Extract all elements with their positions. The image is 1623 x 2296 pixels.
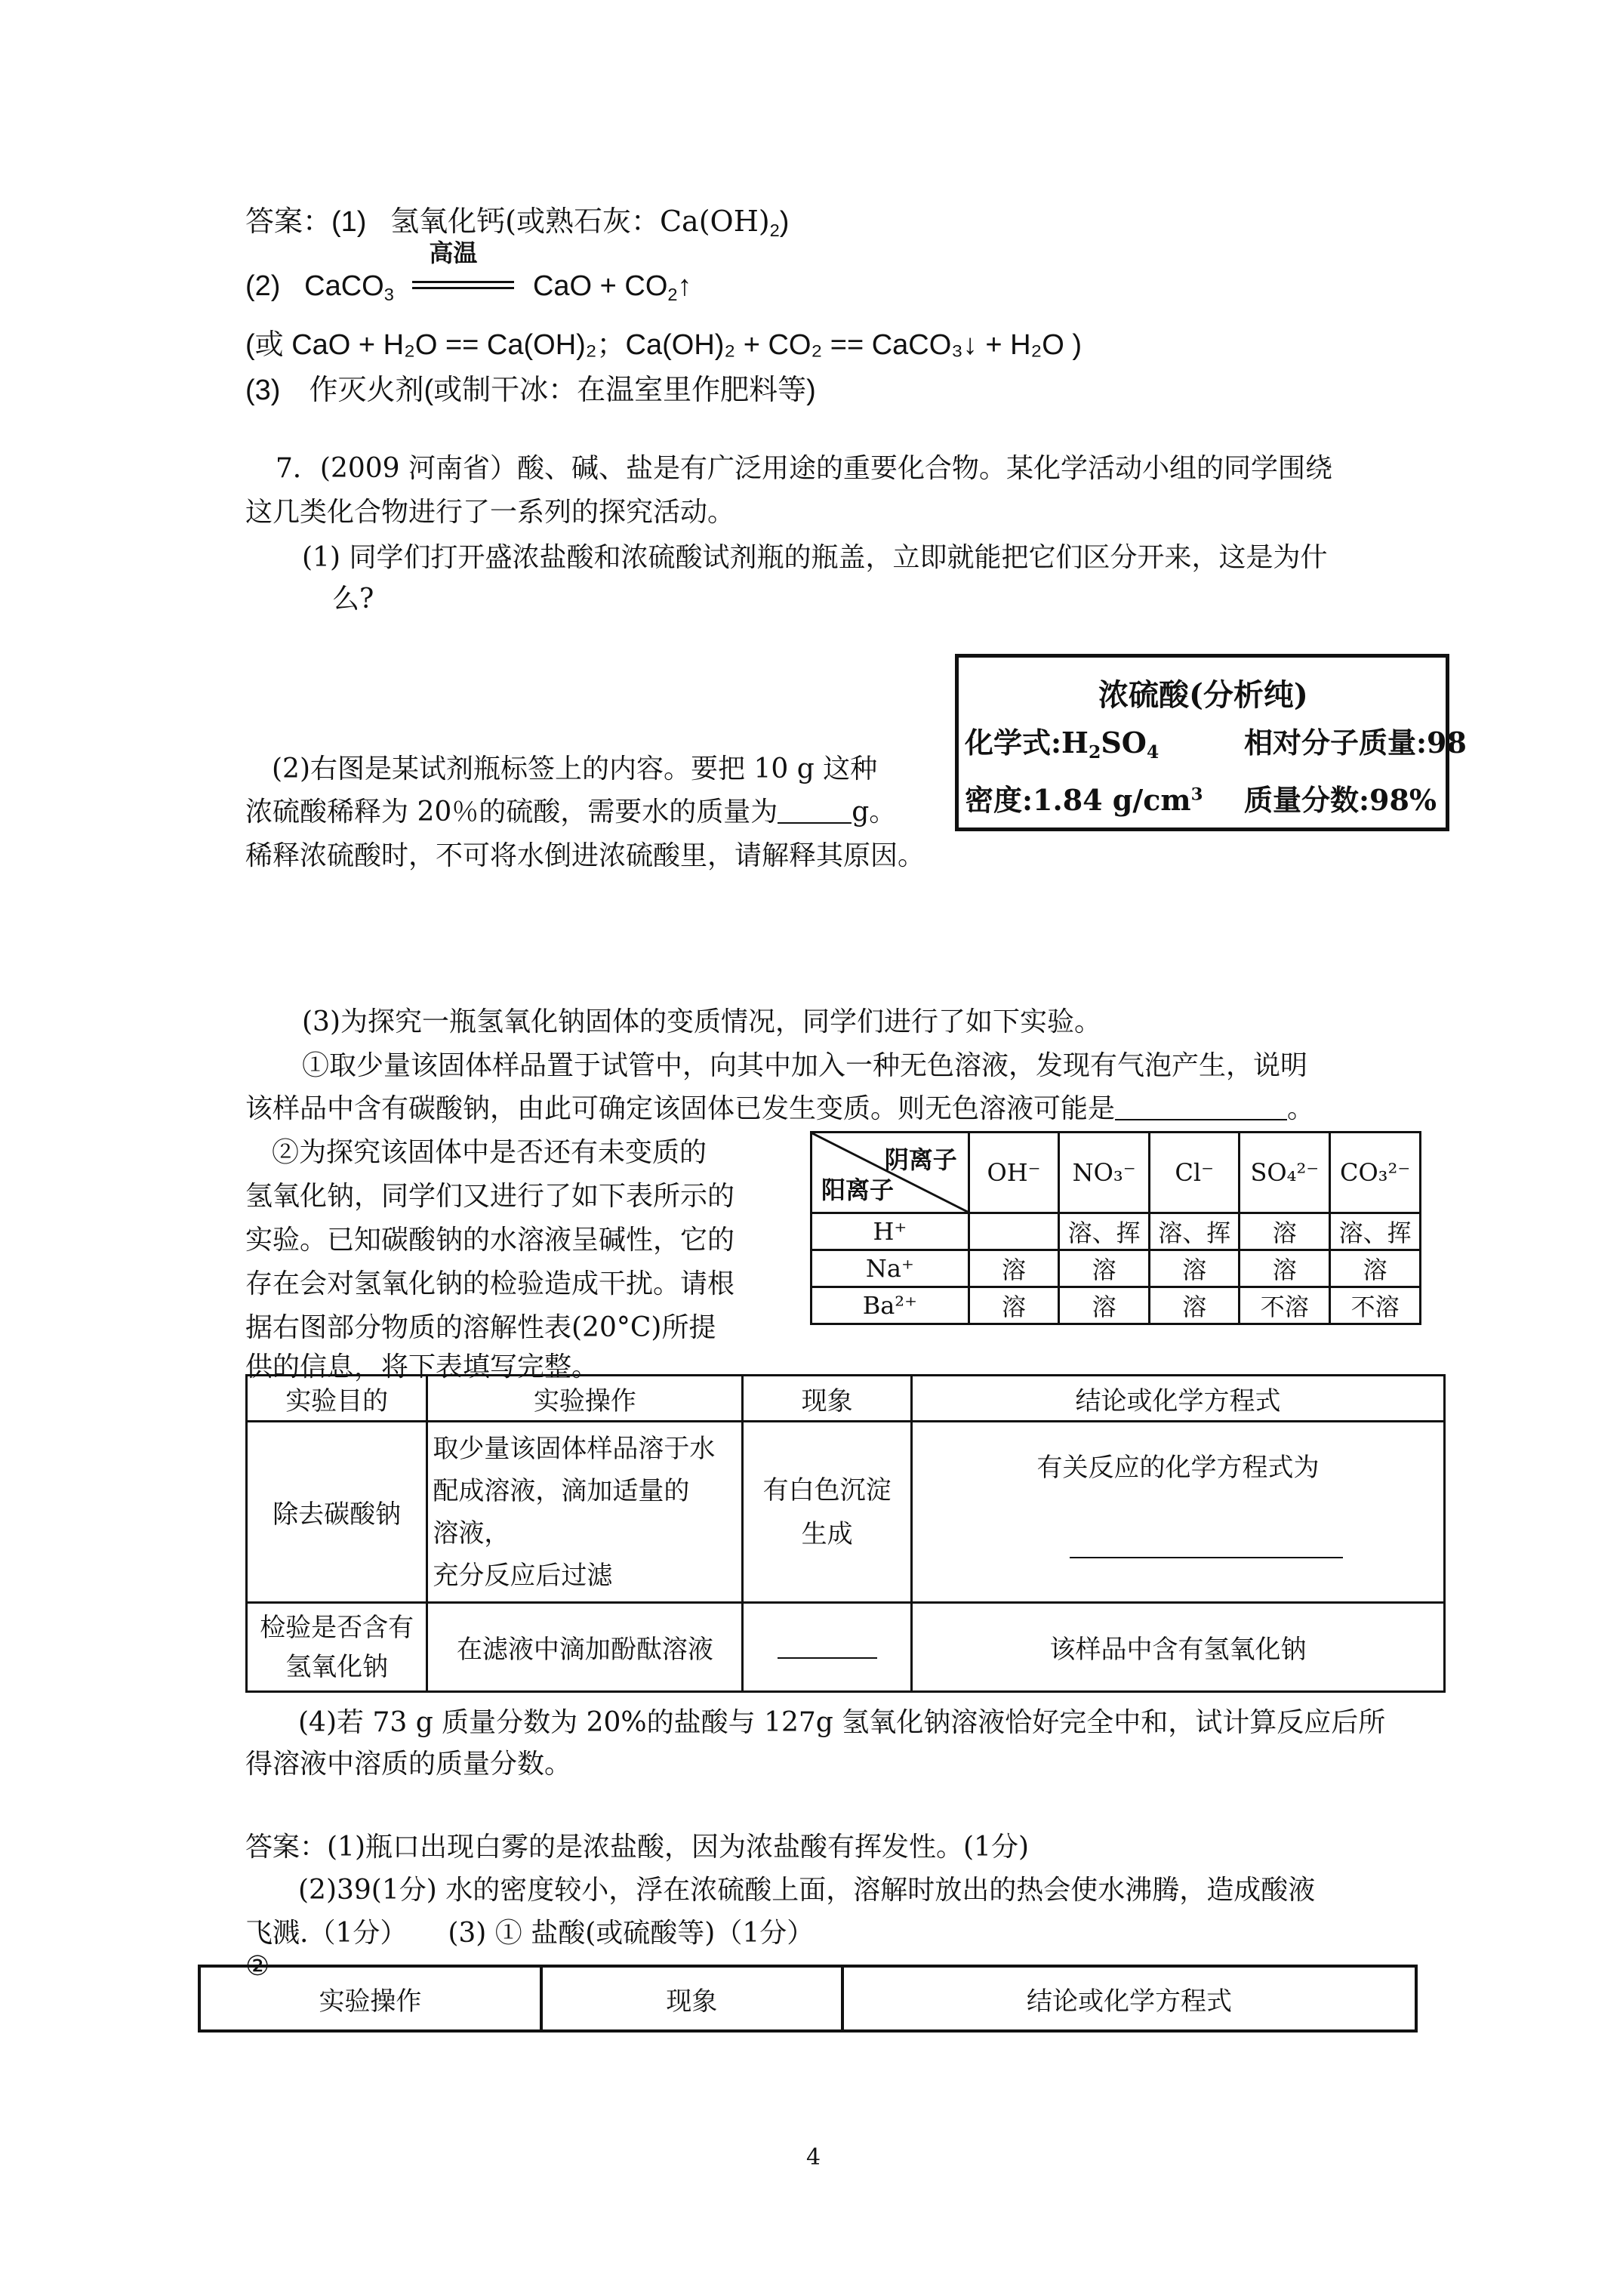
q7-part2-line3: 稀释浓硫酸时，不可将水倒进浓硫酸里，请解释其原因。 <box>245 840 925 871</box>
solubility-table <box>810 1131 1421 1325</box>
header-diagonal-cell <box>812 1133 969 1213</box>
gas-arrow: ↑ <box>677 270 692 302</box>
solubility-row-na: Na⁺ 溶 溶 溶 溶 溶 <box>812 1250 1421 1287</box>
solubility-row-h: H⁺ 溶、挥 溶、挥 溶 溶、挥 <box>812 1213 1421 1250</box>
answer7-line1: 答案：(1)瓶口出现白雾的是浓盐酸，因为浓盐酸有挥发性。(1分) <box>245 1832 1029 1863</box>
q7-part1-line1: (1) 同学们打开盛浓盐酸和浓硫酸试剂瓶的瓶盖，立即就能把它们区分开来，这是为什 <box>302 542 1328 573</box>
reaction-condition: 高温 <box>412 276 514 299</box>
q7-intro-line2: 这几类化合物进行了一系列的探究活动。 <box>245 497 735 528</box>
answer6-equation2: (或 CaO + H₂O == Ca(OH)₂；Ca(OH)₂ + CO₂ == CaCO₃↓ + H₂O ) <box>245 329 1083 361</box>
q7-part3-line1: (3)为探究一瓶氢氧化钠固体的变质情况，同学们进行了如下实验。 <box>302 1006 1101 1037</box>
answer-header-phenomenon: 现象 <box>541 1966 842 2031</box>
label-formula: 化学式$:H_2SO_4$ <box>965 726 1160 763</box>
label-title: 浓硫酸(分析纯) <box>1098 677 1308 713</box>
q7-part3-step2-line6: 供的信息，将下表填写完整。 <box>245 1351 599 1382</box>
answer-blank <box>778 1632 877 1659</box>
q7-intro-line1: 7．(2009 河南省）酸、碱、盐是有广泛用途的重要化合物。某化学活动小组的同学围绕 <box>276 453 1333 484</box>
anion-oh: OH⁻ <box>969 1133 1059 1213</box>
answer7-line2: (2)39(1分) 水的密度较小，浮在浓硫酸上面，溶解时放出的热会使水沸腾，造成酸液 <box>298 1875 1316 1906</box>
answer-prefix: 答案： <box>245 205 332 238</box>
q7-part4-line1: (4)若 73 g 质量分数为 20%的盐酸与 127g 氢氧化钠溶液恰好完全中和，试计算反应后所 <box>298 1707 1386 1738</box>
q7-part3-step1-line1: ①取少量该固体样品置于试管中，向其中加入一种无色溶液，发现有气泡产生，说明 <box>302 1050 1308 1081</box>
answer6-line1: 答案：(1) 氢氧化钙(或熟石灰：$Ca(OH)_2$) <box>245 205 790 241</box>
answer7-line4: ② <box>245 1951 270 1982</box>
exp-header-purpose: 实验目的 <box>247 1376 427 1422</box>
q7-part3-step2-line1: ②为探究该固体中是否还有未变质的 <box>272 1137 707 1168</box>
anion-cl: Cl⁻ <box>1149 1133 1239 1213</box>
exp-row2-purpose: 检验是否含有 氢氧化钠 <box>247 1603 427 1692</box>
answer-header-operation: 实验操作 <box>199 1966 541 2031</box>
q7-part3-step2-line5: 据右图部分物质的溶解性表(20°C)所提 <box>245 1312 716 1343</box>
solubility-row-ba: Ba²⁺ 溶 溶 溶 不溶 不溶 <box>812 1287 1421 1324</box>
header-anion: 阴离子 <box>884 1145 957 1174</box>
anion-no3: NO₃⁻ <box>1059 1133 1150 1213</box>
q7-part2-line1: (2)右图是某试剂瓶标签上的内容。要把 10 g 这种 <box>272 754 878 784</box>
exp-header-phenomenon: 现象 <box>743 1376 912 1422</box>
exp-row1-conclusion: 有关反应的化学方程式为 <box>912 1422 1445 1603</box>
exp-row2-phenomenon <box>743 1603 912 1692</box>
answer-header-conclusion: 结论或化学方程式 <box>842 1966 1416 2031</box>
q7-part1-line2: 么? <box>332 584 374 615</box>
answer-blank <box>1115 1092 1287 1120</box>
exp-header-conclusion: 结论或化学方程式 <box>912 1376 1445 1422</box>
answer-table <box>198 1965 1418 2032</box>
answer-num: (1) <box>331 206 367 238</box>
answer6-equation1: (2) CaCO$_3$ 高温 CaO + $CO_2↑$ <box>245 238 692 305</box>
exp-row2-conclusion: 该样品中含有氢氧化钠 <box>912 1603 1445 1692</box>
q7-part4-line2: 得溶液中溶质的质量分数。 <box>245 1749 572 1780</box>
equation-blank <box>1070 1557 1343 1558</box>
answer6-line3: (3) 作灭火剂(或制干冰：在温室里作肥料等) <box>245 374 816 406</box>
q7-part3-step2-line2: 氢氧化钠，同学们又进行了如下表所示的 <box>245 1181 735 1212</box>
q7-part3-step1-line2: 该样品中含有碳酸钠，由此可确定该固体已发生变质。则无色溶液可能是 。 <box>245 1087 1314 1126</box>
anion-so4: SO₄²⁻ <box>1240 1133 1330 1213</box>
q7-part2-line2: 浓硫酸稀释为 20％的硫酸，需要水的质量为 g。 <box>245 791 896 829</box>
exp-row1-operation: 取少量该固体样品溶于水 配成溶液，滴加适量的 溶液， 充分反应后过滤 <box>427 1422 743 1603</box>
label-density: 密度:1.84 $g/cm^3$ <box>965 783 1203 817</box>
answer-text: 氢氧化钙(或熟石灰：Ca(OH) <box>390 205 770 238</box>
answer7-line3: 飞溅.（1分） (3) ① 盐酸(或硫酸等)（1分） <box>245 1918 815 1949</box>
q7-part3-step2-line4: 存在会对氢氧化钠的检验造成干扰。请根 <box>245 1268 735 1299</box>
exp-row1-purpose: 除去碳酸钠 <box>247 1422 427 1603</box>
exp-row2-operation: 在滤液中滴加酚酞溶液 <box>427 1603 743 1692</box>
label-mass-fraction: 质量分数:98% <box>1244 783 1437 817</box>
exp-header-operation: 实验操作 <box>427 1376 743 1422</box>
q7-part3-step2-line3: 实验。已知碳酸钠的水溶液呈碱性，它的 <box>245 1225 735 1256</box>
anion-co3: CO₃²⁻ <box>1330 1133 1421 1213</box>
exp-row1-phenomenon: 有白色沉淀 生成 <box>743 1422 912 1603</box>
label-molar-mass: 相对分子质量:98 <box>1244 726 1467 760</box>
reagent-label <box>955 654 1467 831</box>
answer-blank <box>778 795 852 824</box>
experiment-table <box>245 1374 1446 1693</box>
page-number: 4 <box>806 2144 821 2171</box>
header-cation: 阳离子 <box>821 1176 895 1204</box>
